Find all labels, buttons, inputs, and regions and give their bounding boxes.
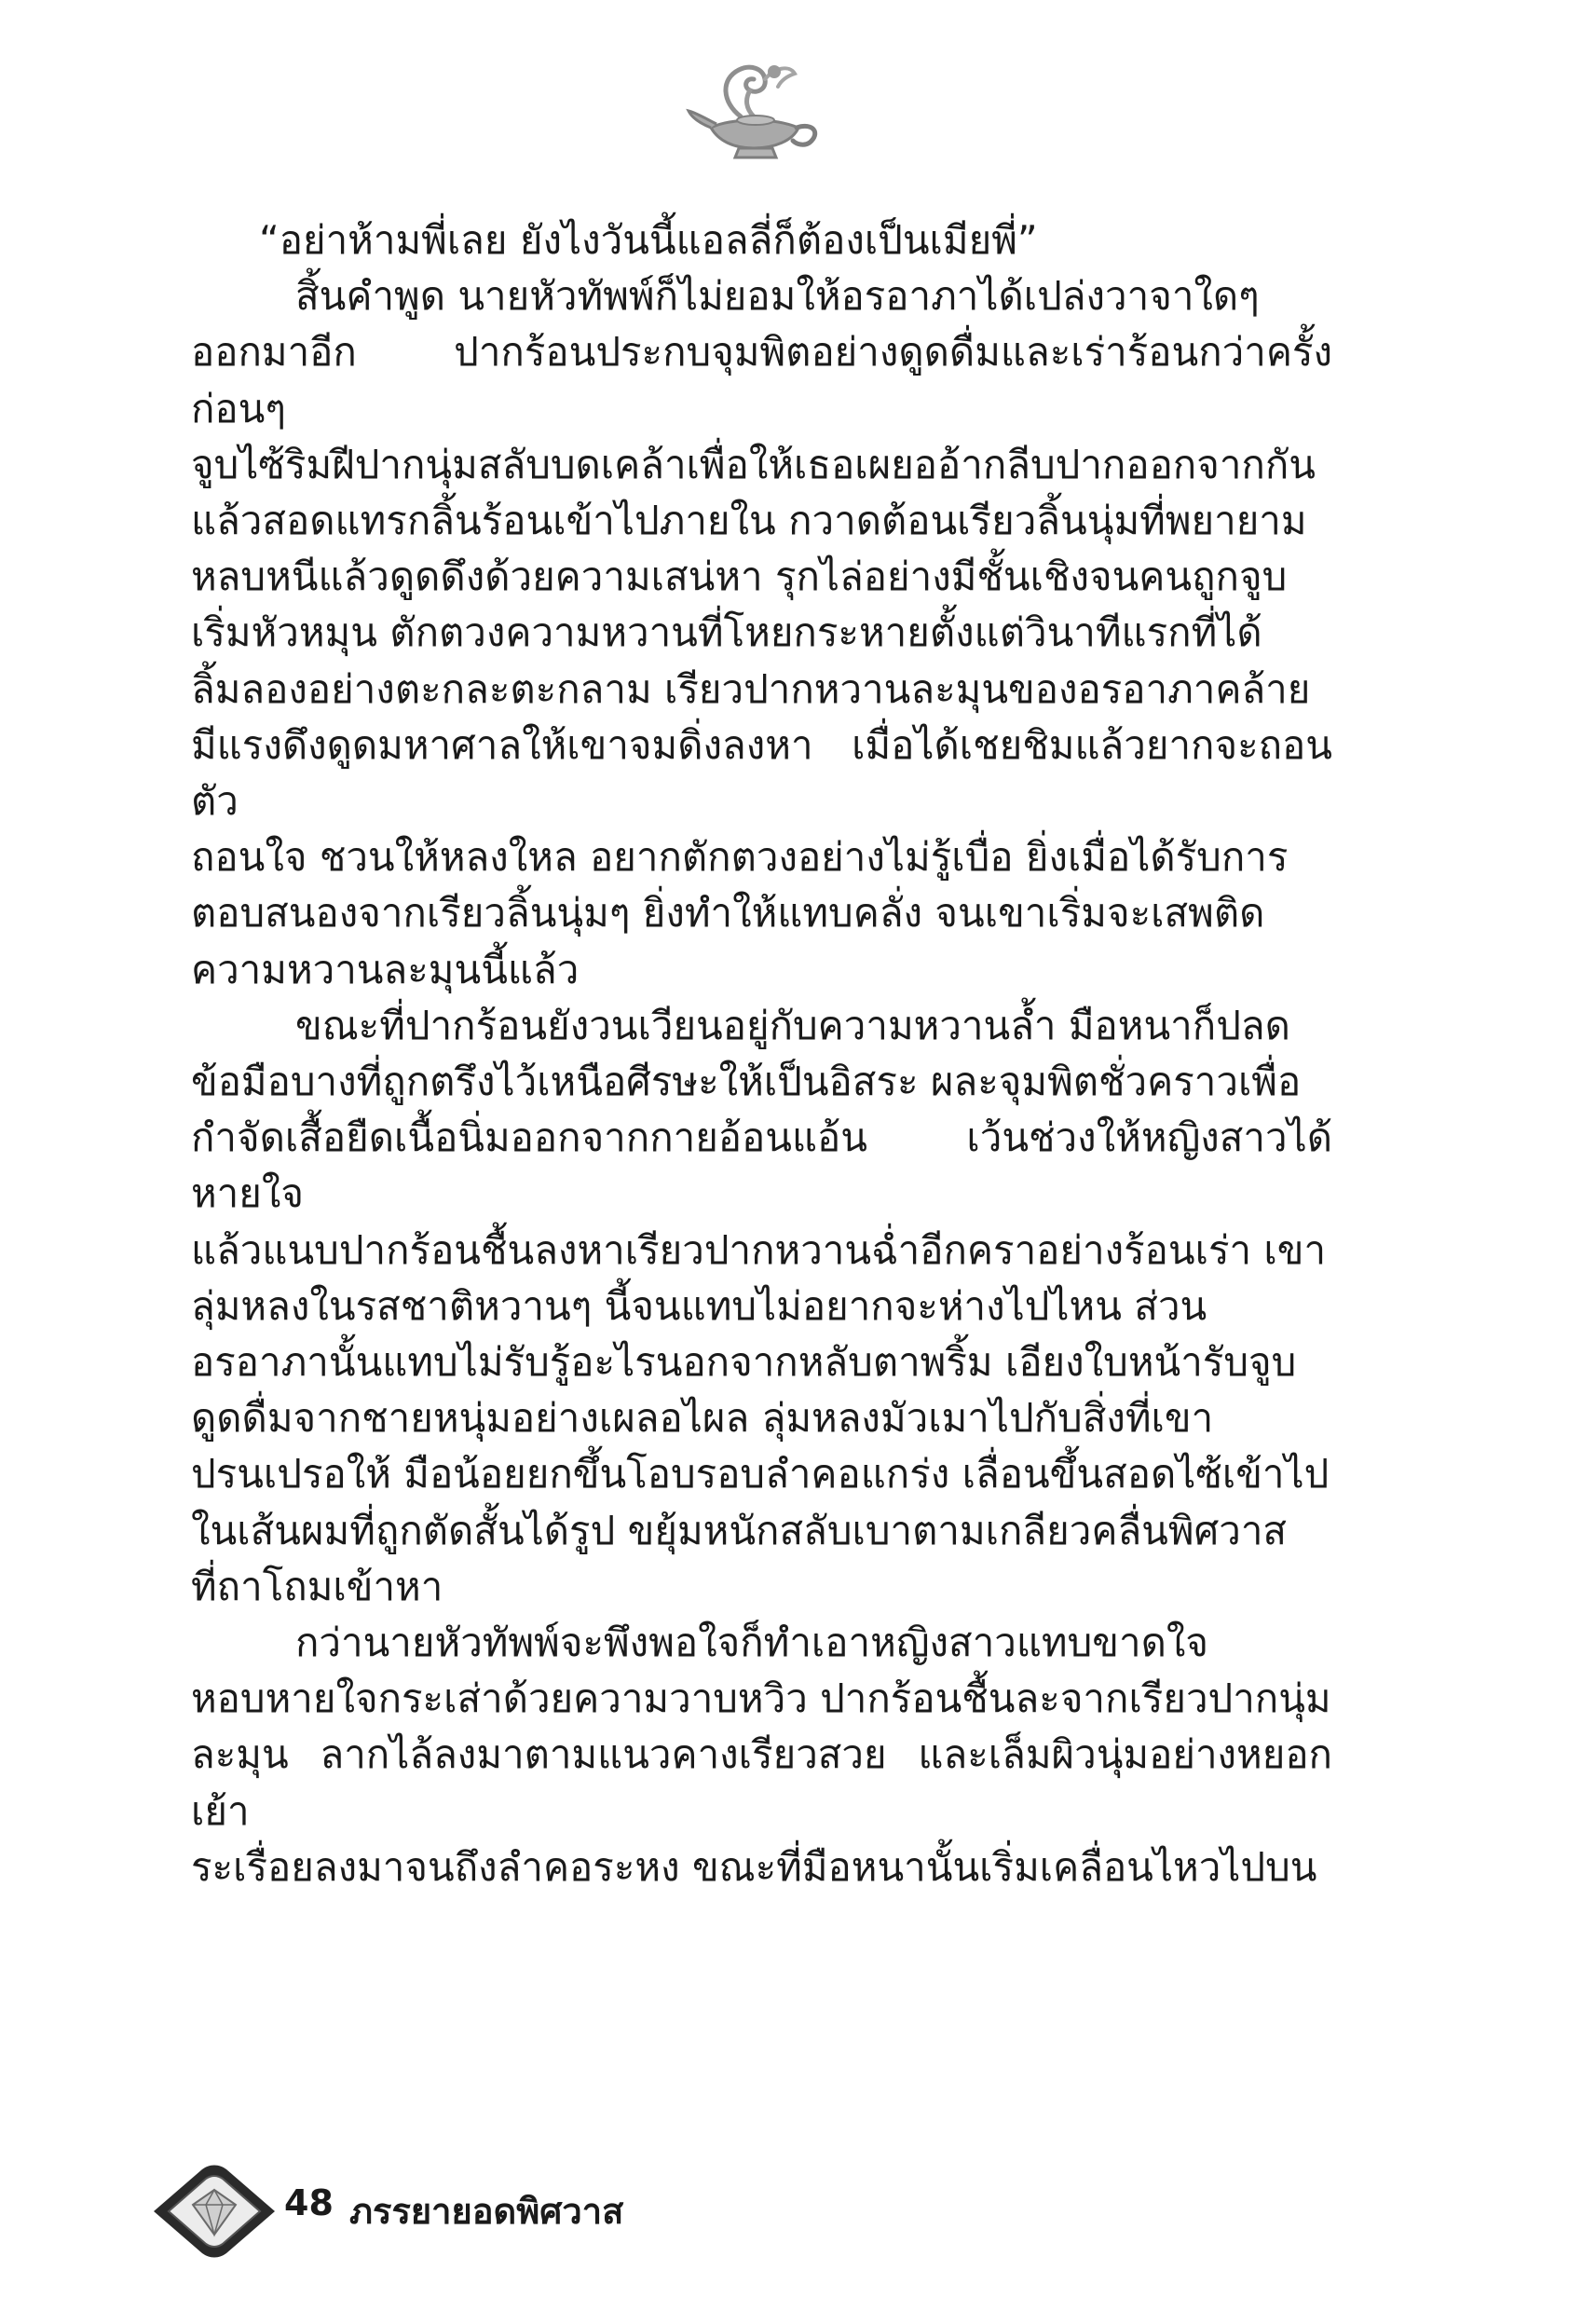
page-number: 48 [284, 2182, 334, 2223]
paragraph: สิ้นคำพูด นายหัวทัพพ์ก็ไม่ยอมให้อรอาภาได้เปล่งวาจาใดๆ ออกมาอีก ปากร้อนประกบจุมพิตอย่างดูดดื่มและเร่าร้อนกว่าครั้งก่อนๆ จูบไซ้ริมฝีปากนุ่มสลับบดเคล้าเพื่อให้เธอเผยออ้ากลีบปากออกจากกัน แล้วสอดแทรกลิ้นร้อนเข้าไปภายใน กวาดต้อนเรียวลิ้นนุ่มที่พยายาม หลบหนีแล้วดูดดึงด้วยความเสน่หา รุกไล่อย่างมีชั้นเชิงจนคนถูกจูบ เริ่มหัวหมุน ตักตวงความหวานที่โหยกระหายตั้งแต่วินาทีแรกที่ได้ ลิ้มลองอย่างตะกละตะกลาม เรียวปากหวานละมุนของอรอาภาคล้าย มีแรงดึงดูดมหาศาลให้เขาจมดิ่งลงหา เมื่อได้เชยชิมแล้วยากจะถอนตัว ถอนใจ ชวนให้หลงใหล อยากตักตวงอย่างไม่รู้เบื่อ ยิ่งเมื่อได้รับการ ตอบสนองจากเรียวลิ้นนุ่มๆ ยิ่งทำให้แทบคลั่ง จนเขาเริ่มจะเสพติด ความหวานละมุนนี้แล้ว [191, 273, 1332, 992]
paragraph: “อย่าห้ามพี่เลย ยังไงวันนี้แอลลี่ก็ต้องเป็นเมียพี่” [259, 217, 1038, 263]
gem-icon [144, 2160, 284, 2263]
body-text [191, 212, 1332, 1895]
book-title: ภรรยายอดพิศวาส [349, 2191, 624, 2232]
paragraph: กว่านายหัวทัพพ์จะพึงพอใจก็ทำเอาหญิงสาวแทบขาดใจ หอบหายใจกระเส่าด้วยความวาบหวิว ปากร้อนชื้นละจากเรียวปากนุ่ม ละมุน ลากไล้ลงมาตามแนวคางเรียวสวย และเล็มผิวนุ่มอย่างหยอกเย้า ระเรื่อยลงมาจนถึงลำคอระหง ขณะที่มือหนานั้นเริ่มเคลื่อนไหวไปบน [191, 1620, 1332, 1890]
magic-lamp-genie-icon [685, 51, 825, 163]
page-footer [144, 2160, 797, 2263]
paragraph: ขณะที่ปากร้อนยังวนเวียนอยู่กับความหวานล้ำ มือหนาก็ปลด ข้อมือบางที่ถูกตรึงไว้เหนือศีรษะให้เป็นอิสระ ผละจุมพิตชั่วคราวเพื่อ กำจัดเสื้อยืดเนื้อนิ่มออกจากกายอ้อนแอ้น เว้นช่วงให้หญิงสาวได้หายใจ แล้วแนบปากร้อนชื้นลงหาเรียวปากหวานฉ่ำอีกคราอย่างร้อนเร่า เขา ลุ่มหลงในรสชาติหวานๆ นี้จนแทบไม่อยากจะห่างไปไหน ส่วน อรอาภานั้นแทบไม่รับรู้อะไรนอกจากหลับตาพริ้ม เอียงใบหน้ารับจูบ ดูดดื่มจากชายหนุ่มอย่างเผลอไผล ลุ่มหลงมัวเมาไปกับสิ่งที่เขา ปรนเปรอให้ มือน้อยยกขึ้นโอบรอบลำคอแกร่ง เลื่อนขึ้นสอดไซ้เข้าไป ในเส้นผมที่ถูกตัดสั้นได้รูป ขยุ้มหนักสลับเบาตามเกลียวคลื่นพิศวาส ที่ถาโถมเข้าหา [191, 1002, 1332, 1609]
